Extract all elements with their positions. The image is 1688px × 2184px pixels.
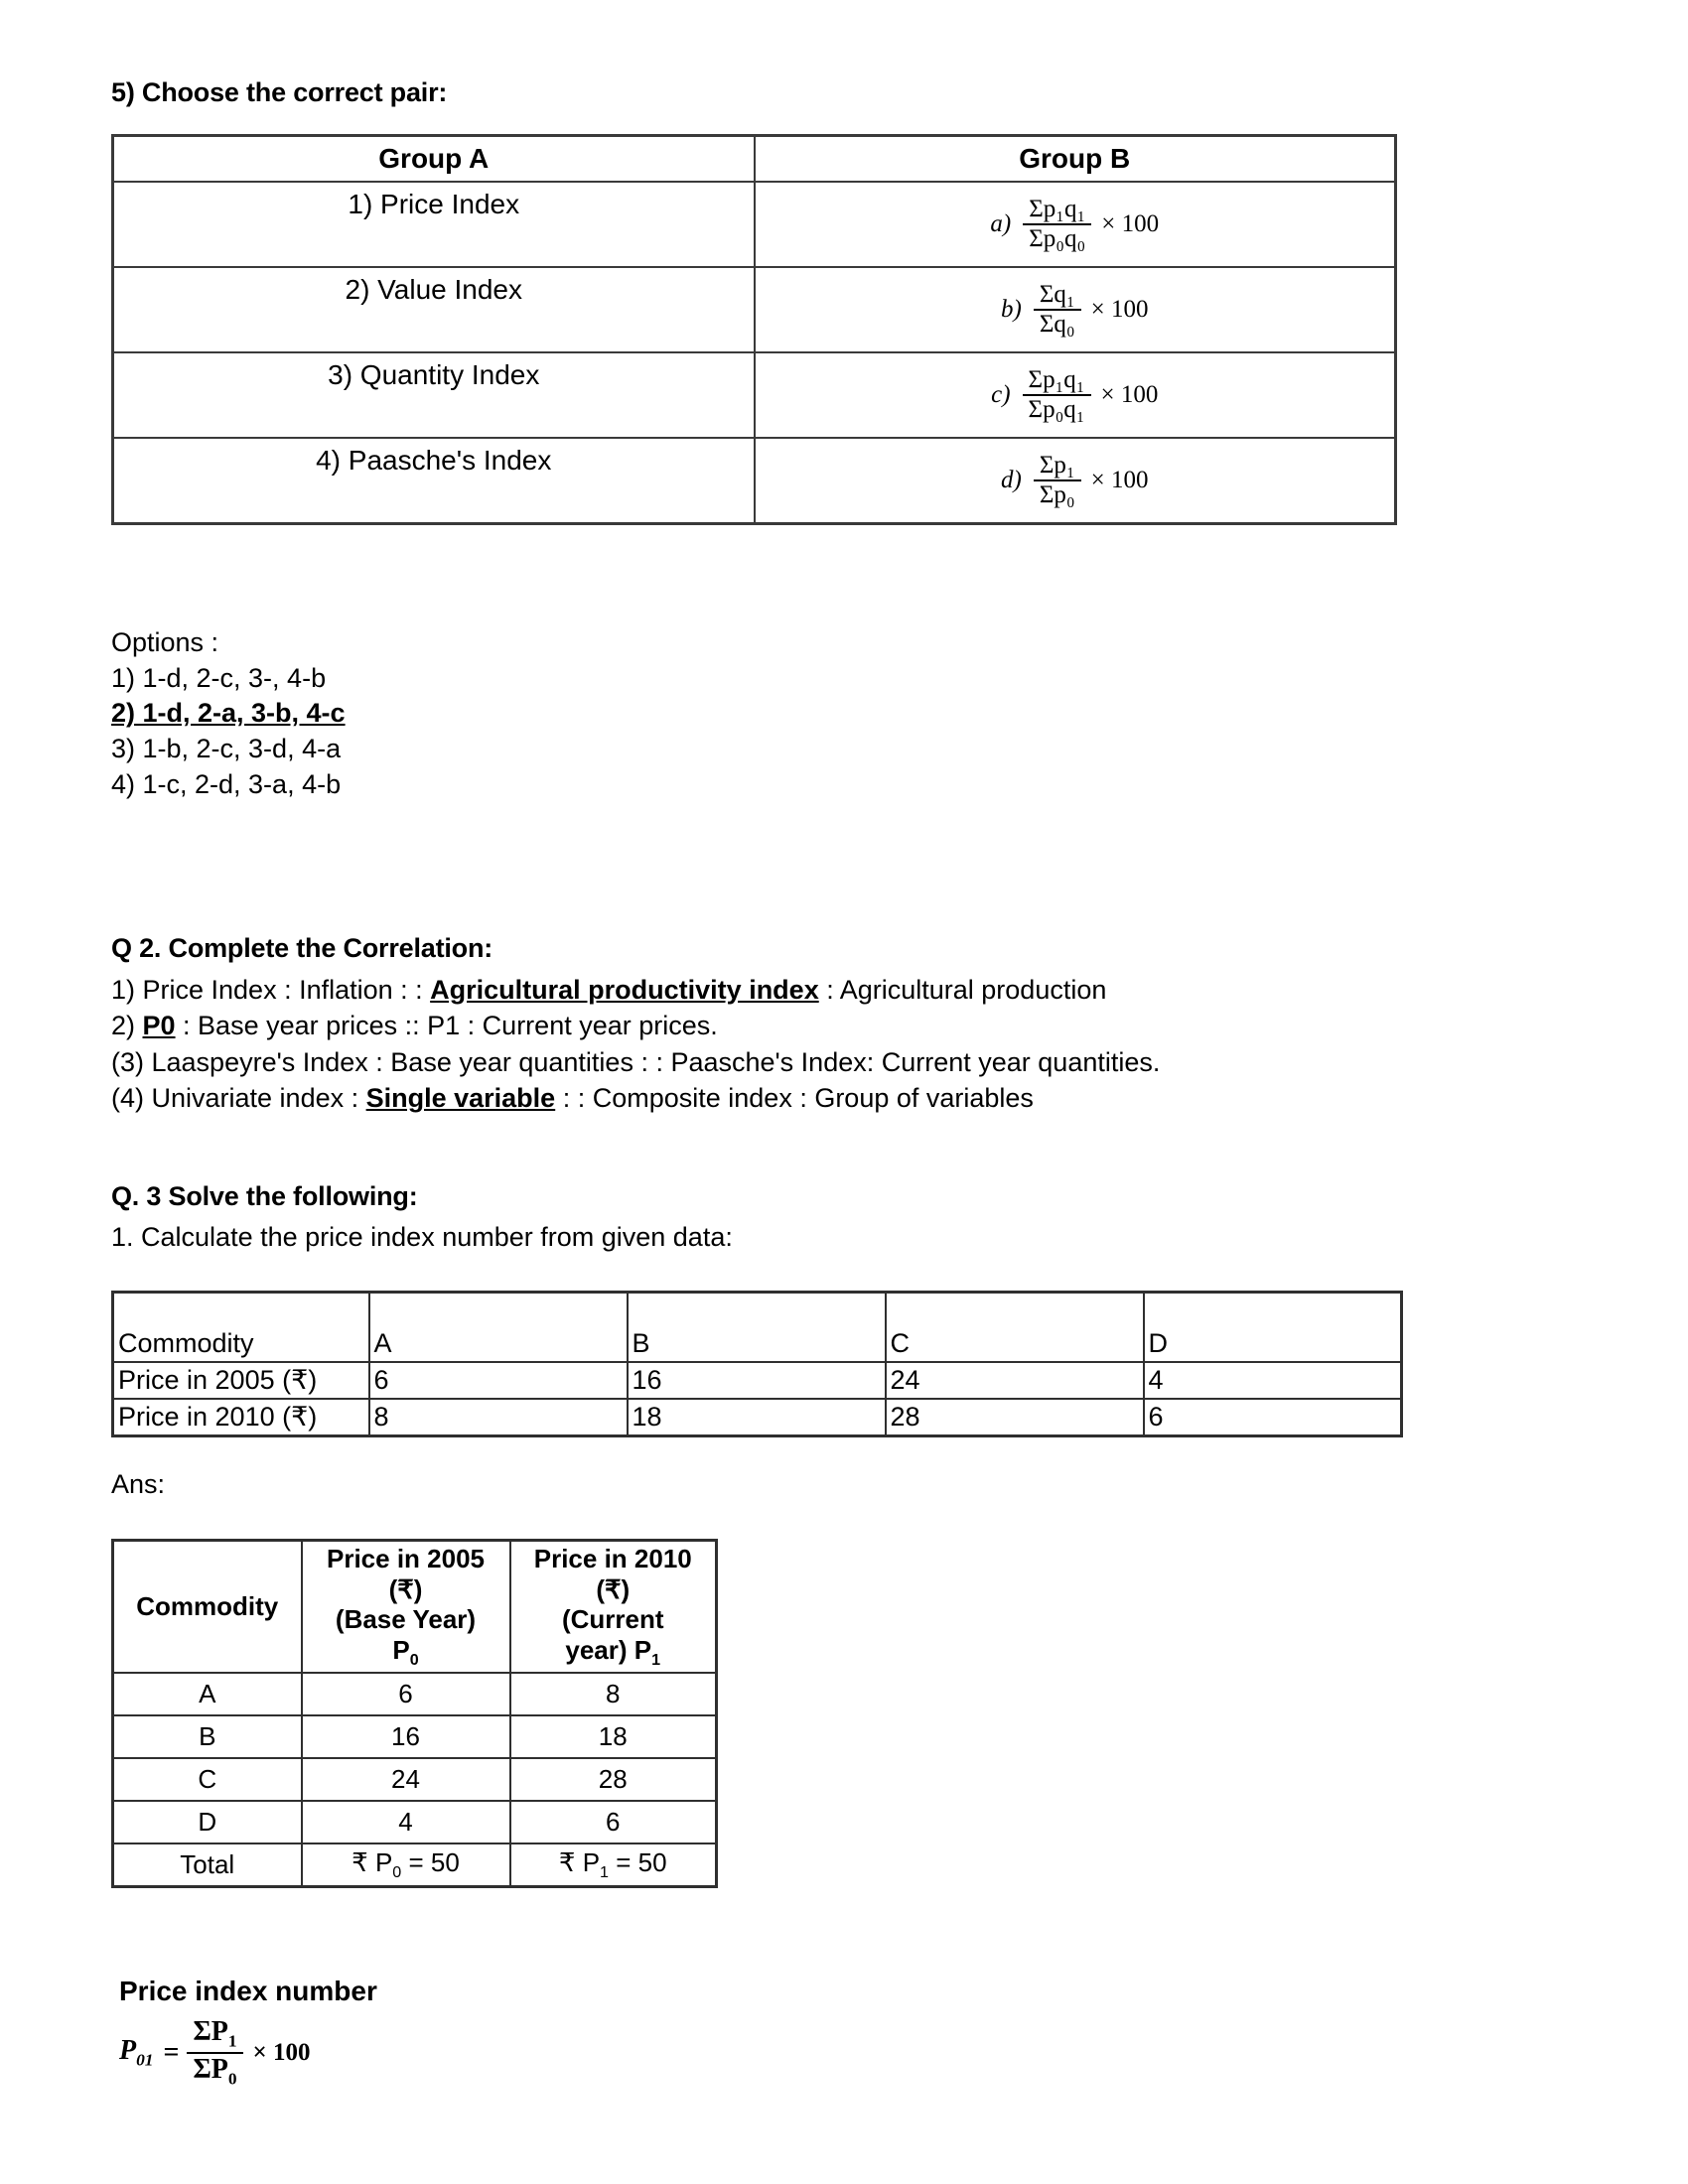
given-row-label-commodity: Commodity xyxy=(113,1293,369,1363)
group-a-item-3: 3) Quantity Index xyxy=(113,352,755,438)
answer-row-2-p1: 28 xyxy=(510,1758,717,1801)
table-row xyxy=(113,1399,1402,1436)
option-1: 1) 1-d, 2-c, 3-, 4-b xyxy=(111,662,327,693)
answer-total-label: Total xyxy=(113,1843,302,1887)
formula-c-multiplier: × 100 xyxy=(1100,381,1159,408)
q2-item-2-after: : Base year prices :: P1 : Current year prices. xyxy=(175,1011,718,1041)
group-a-item-4: 4) Paasche's Index xyxy=(113,438,755,524)
option-3: 3) 1-b, 2-c, 3-d, 4-a xyxy=(111,733,342,763)
sigma-icon: Σ xyxy=(193,2053,211,2085)
option-4: 4) 1-c, 2-d, 3-a, 4-b xyxy=(111,768,342,799)
q2-heading: Q 2. Complete the Correlation: xyxy=(111,933,493,963)
options-block xyxy=(111,625,346,802)
answer-row-0-commodity: A xyxy=(113,1673,302,1715)
fraction-d xyxy=(1034,453,1081,509)
table-row xyxy=(113,1715,717,1758)
group-b-header: Group B xyxy=(755,136,1396,183)
formula-label-b: b) xyxy=(1001,296,1022,323)
answer-row-3-p0: 4 xyxy=(302,1801,510,1843)
given-price2005-d: 4 xyxy=(1144,1362,1402,1399)
given-col-c: C xyxy=(886,1293,1144,1363)
q2-item-1-after: : Agricultural production xyxy=(818,975,1107,1005)
section-complete-correlation xyxy=(111,933,1160,1117)
answer-row-1-p0: 16 xyxy=(302,1715,510,1758)
price-index-num-sub: 1 xyxy=(227,2031,237,2051)
answer-total-p0-sub: 0 xyxy=(392,1863,402,1882)
table-row xyxy=(113,438,1396,524)
fraction-c xyxy=(1023,367,1091,424)
table-row xyxy=(113,1758,717,1801)
answer-table-wrap xyxy=(111,1539,718,1888)
fraction-b-numerator: Σq₁ xyxy=(1039,280,1075,308)
table-total-row xyxy=(113,1843,717,1887)
ans-h3-l1: Price in 2010 xyxy=(533,1544,692,1573)
given-row-label-price-2010: Price in 2010 (₹) xyxy=(113,1399,369,1436)
given-price2010-b: 18 xyxy=(628,1399,886,1436)
ans-h2-l4-sub: 0 xyxy=(409,1651,419,1670)
answer-row-3-p1: 6 xyxy=(510,1801,717,1843)
formula-a-multiplier: × 100 xyxy=(1101,210,1160,237)
formula-label-d: d) xyxy=(1001,467,1022,493)
given-price2005-b: 16 xyxy=(628,1362,886,1399)
fraction-c-numerator: Σp₁q₁ xyxy=(1028,365,1085,393)
answer-total-p1-sub: 1 xyxy=(600,1863,609,1882)
answer-row-2-p0: 24 xyxy=(302,1758,510,1801)
answer-row-1-p1: 18 xyxy=(510,1715,717,1758)
answer-total-p0-post: = 50 xyxy=(401,1847,460,1878)
table-row xyxy=(113,1801,717,1843)
section-choose-correct-pair xyxy=(111,77,1397,525)
q2-item-3 xyxy=(111,1044,1160,1080)
table-row xyxy=(113,1362,1402,1399)
q2-item-2-answer: P0 xyxy=(142,1011,176,1041)
price-index-num-var: P xyxy=(211,2016,228,2047)
price-index-formula xyxy=(119,2017,311,2089)
price-index-multiplier: × 100 xyxy=(252,2038,311,2066)
formula-b-multiplier: × 100 xyxy=(1090,296,1149,323)
q2-item-1-before: 1) Price Index : Inflation : : xyxy=(111,975,431,1005)
price-index-title: Price index number xyxy=(119,1976,377,2006)
answer-header-price-2010 xyxy=(510,1541,717,1674)
given-price2005-a: 6 xyxy=(369,1362,628,1399)
fraction-d-numerator: Σp₁ xyxy=(1039,451,1075,478)
table-header-row xyxy=(113,1541,717,1674)
price-index-lhs xyxy=(119,2035,153,2071)
q2-item-3-before: (3) Laaspeyre's Index : Base year quantities : : Paasche's Index: Current year quantities. xyxy=(111,1046,1161,1077)
q2-item-1-answer: Agricultural productivity index xyxy=(430,975,819,1005)
price-index-denominator xyxy=(187,2052,242,2089)
answer-total-p1 xyxy=(510,1843,717,1887)
fraction-a xyxy=(1023,197,1091,253)
q3-heading: Q. 3 Solve the following: xyxy=(111,1181,418,1211)
group-a-item-2: 2) Value Index xyxy=(113,267,755,352)
price-index-equals: = xyxy=(163,2036,180,2068)
given-price2010-d: 6 xyxy=(1144,1399,1402,1436)
given-col-a: A xyxy=(369,1293,628,1363)
given-data-table-wrap xyxy=(111,1291,1403,1437)
fraction-b xyxy=(1034,282,1081,339)
given-price2010-c: 28 xyxy=(886,1399,1144,1436)
price-index-den-sub: 0 xyxy=(227,2069,237,2089)
ans-h3-l4: year) P xyxy=(565,1635,652,1666)
q2-item-4-before: (4) Univariate index : xyxy=(111,1083,366,1114)
given-data-table xyxy=(111,1291,1403,1437)
q2-item-4-answer: Single variable xyxy=(365,1083,556,1114)
price-index-lhs-sub: 01 xyxy=(136,2050,154,2070)
q3-sub-question: 1. Calculate the price index number from given data: xyxy=(111,1222,733,1252)
price-index-den-var: P xyxy=(211,2053,228,2085)
answer-total-p0 xyxy=(302,1843,510,1887)
fraction-b-denominator: Σq₀ xyxy=(1034,309,1081,338)
price-index-numerator xyxy=(187,2017,242,2052)
section-solve-following xyxy=(111,1181,733,1256)
option-2-selected: 2) 1-d, 2-a, 3-b, 4-c xyxy=(111,698,346,729)
answer-header-commodity: Commodity xyxy=(113,1541,302,1674)
ans-h3-l2: (₹) xyxy=(596,1573,631,1604)
table-row xyxy=(113,267,1396,352)
ans-h2-l1: Price in 2005 xyxy=(327,1544,485,1573)
formula-label-a: a) xyxy=(990,210,1012,237)
price-index-lhs-pre: P xyxy=(119,2035,137,2067)
fraction-d-denominator: Σp₀ xyxy=(1034,479,1081,508)
group-a-item-1: 1) Price Index xyxy=(113,182,755,267)
q2-item-4 xyxy=(111,1080,1160,1116)
group-b-item-a xyxy=(755,182,1396,267)
answer-total-p1-post: = 50 xyxy=(609,1847,667,1878)
section5-heading: 5) Choose the correct pair: xyxy=(111,77,448,107)
answer-total-p0-pre: ₹ P xyxy=(352,1847,393,1878)
table-row xyxy=(113,1673,717,1715)
group-b-item-c xyxy=(755,352,1396,438)
group-b-item-d xyxy=(755,438,1396,524)
q2-item-2 xyxy=(111,1008,1160,1043)
ans-h3-l4-sub: 1 xyxy=(651,1651,661,1670)
group-b-item-b xyxy=(755,267,1396,352)
ans-h2-l4: P xyxy=(392,1635,410,1666)
answer-row-3-commodity: D xyxy=(113,1801,302,1843)
table-row xyxy=(113,182,1396,267)
given-price2005-c: 24 xyxy=(886,1362,1144,1399)
table-row xyxy=(113,1293,1402,1363)
ans-h3-l3: (Current xyxy=(561,1604,664,1635)
answer-header-price-2005 xyxy=(302,1541,510,1674)
fraction-a-numerator: Σp₁q₁ xyxy=(1029,195,1086,222)
ans-h2-l3: (Base Year) xyxy=(335,1604,477,1635)
q2-item-4-after: : : Composite index : Group of variables xyxy=(555,1083,1034,1114)
given-col-b: B xyxy=(628,1293,886,1363)
sigma-icon: Σ xyxy=(193,2016,211,2047)
ans-h2-l2: (₹) xyxy=(388,1573,423,1604)
answer-row-0-p0: 6 xyxy=(302,1673,510,1715)
fraction-c-denominator: Σp₀q₁ xyxy=(1023,394,1091,423)
price-index-fraction xyxy=(187,2017,242,2089)
price-index-formula-block xyxy=(119,1976,377,2089)
options-label: Options : xyxy=(111,627,219,657)
answer-row-2-commodity: C xyxy=(113,1758,302,1801)
table-row xyxy=(113,352,1396,438)
formula-label-c: c) xyxy=(991,381,1011,408)
answer-table xyxy=(111,1539,718,1888)
answer-total-p1-pre: ₹ P xyxy=(558,1847,601,1878)
answer-row-1-commodity: B xyxy=(113,1715,302,1758)
given-price2010-a: 8 xyxy=(369,1399,628,1436)
group-a-header: Group A xyxy=(113,136,755,183)
fraction-a-denominator: Σp₀q₀ xyxy=(1023,223,1091,252)
ans-label: Ans: xyxy=(111,1469,166,1499)
group-matching-table xyxy=(111,134,1397,525)
given-row-label-price-2005: Price in 2005 (₹) xyxy=(113,1362,369,1399)
q2-item-1 xyxy=(111,972,1160,1008)
given-col-d: D xyxy=(1144,1293,1402,1363)
table-header-row xyxy=(113,136,1396,183)
answer-row-0-p1: 8 xyxy=(510,1673,717,1715)
formula-d-multiplier: × 100 xyxy=(1090,467,1149,493)
q2-item-2-before: 2) xyxy=(111,1011,143,1041)
